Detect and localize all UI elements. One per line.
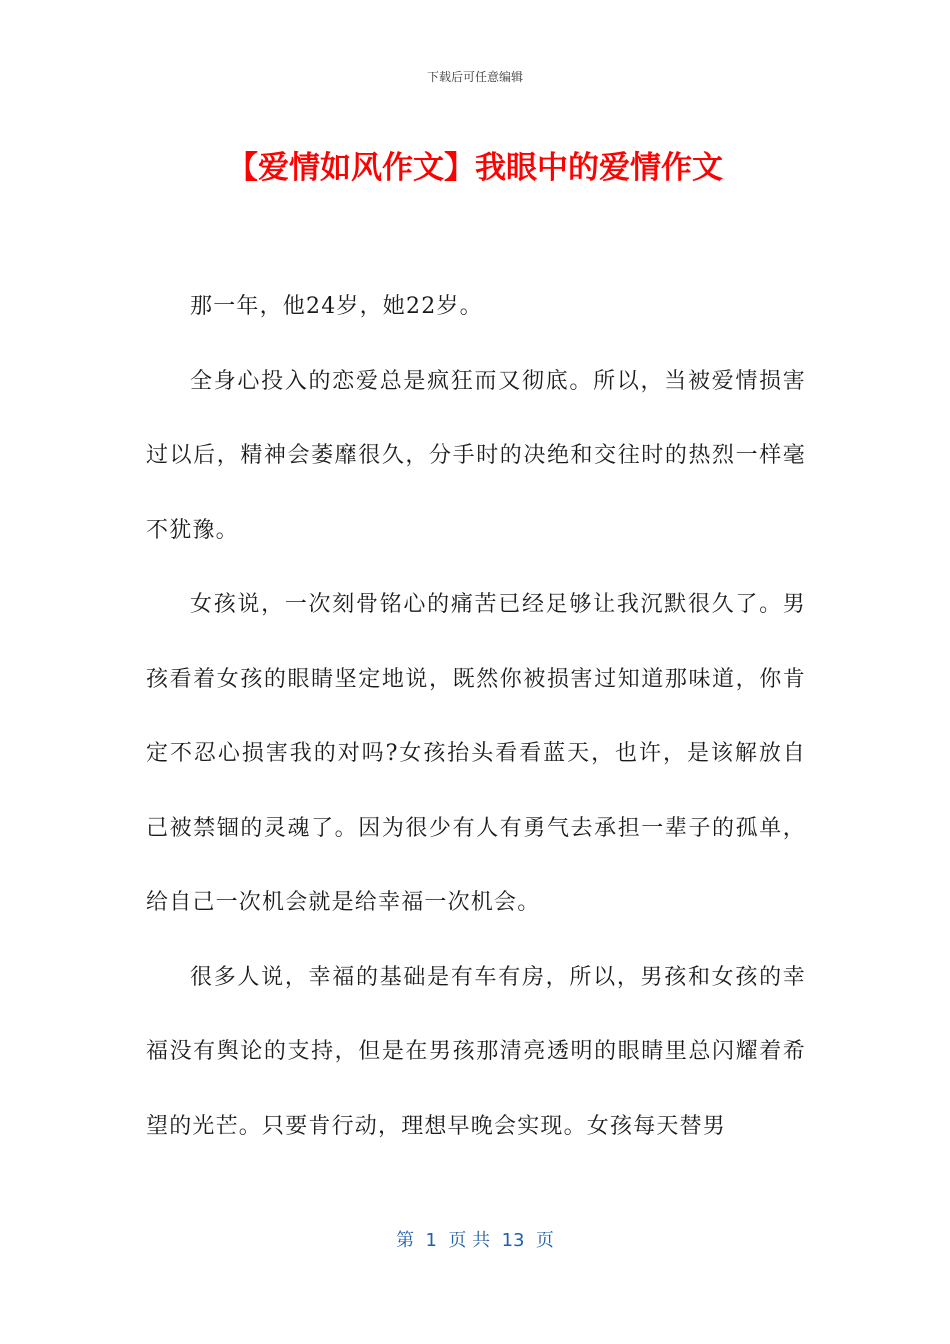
header-note: 下载后可任意编辑: [426, 70, 523, 84]
document-title: 【爱情如风作文】我眼中的爱情作文: [227, 150, 723, 186]
page-number-footer: 第 1 页 共 13 页: [396, 1230, 554, 1251]
paragraph-1: 那一年，他24岁，她22岁。: [190, 294, 483, 319]
paragraph-4: 很多人说，幸福的基础是有车有房，所以，男孩和女孩的幸福没有舆论的支持，但是在男孩那清亮透明的眼睛里总闪耀着希望的光芒。只要肯行动，理想早晚会实现。女孩每天替男: [146, 964, 806, 1139]
paragraph-3: 女孩说，一次刻骨铭心的痛苦已经足够让我沉默很久了。男孩看着女孩的眼睛坚定地说，既然你被损害过知道那味道，你肯定不忍心损害我的对吗?女孩抬头看看蓝天，也许，是该解放自己被禁锢的灵魂了。因为很少有人有勇气去承担一辈子的孤单，给自己一次机会就是给幸福一次机会。: [146, 592, 806, 915]
document-body: [146, 270, 806, 1164]
paragraph-2: 全身心投入的恋爱总是疯狂而又彻底。所以，当被爱情损害过以后，精神会萎靡很久，分手时的决绝和交往时的热烈一样毫不犹豫。: [146, 368, 806, 543]
